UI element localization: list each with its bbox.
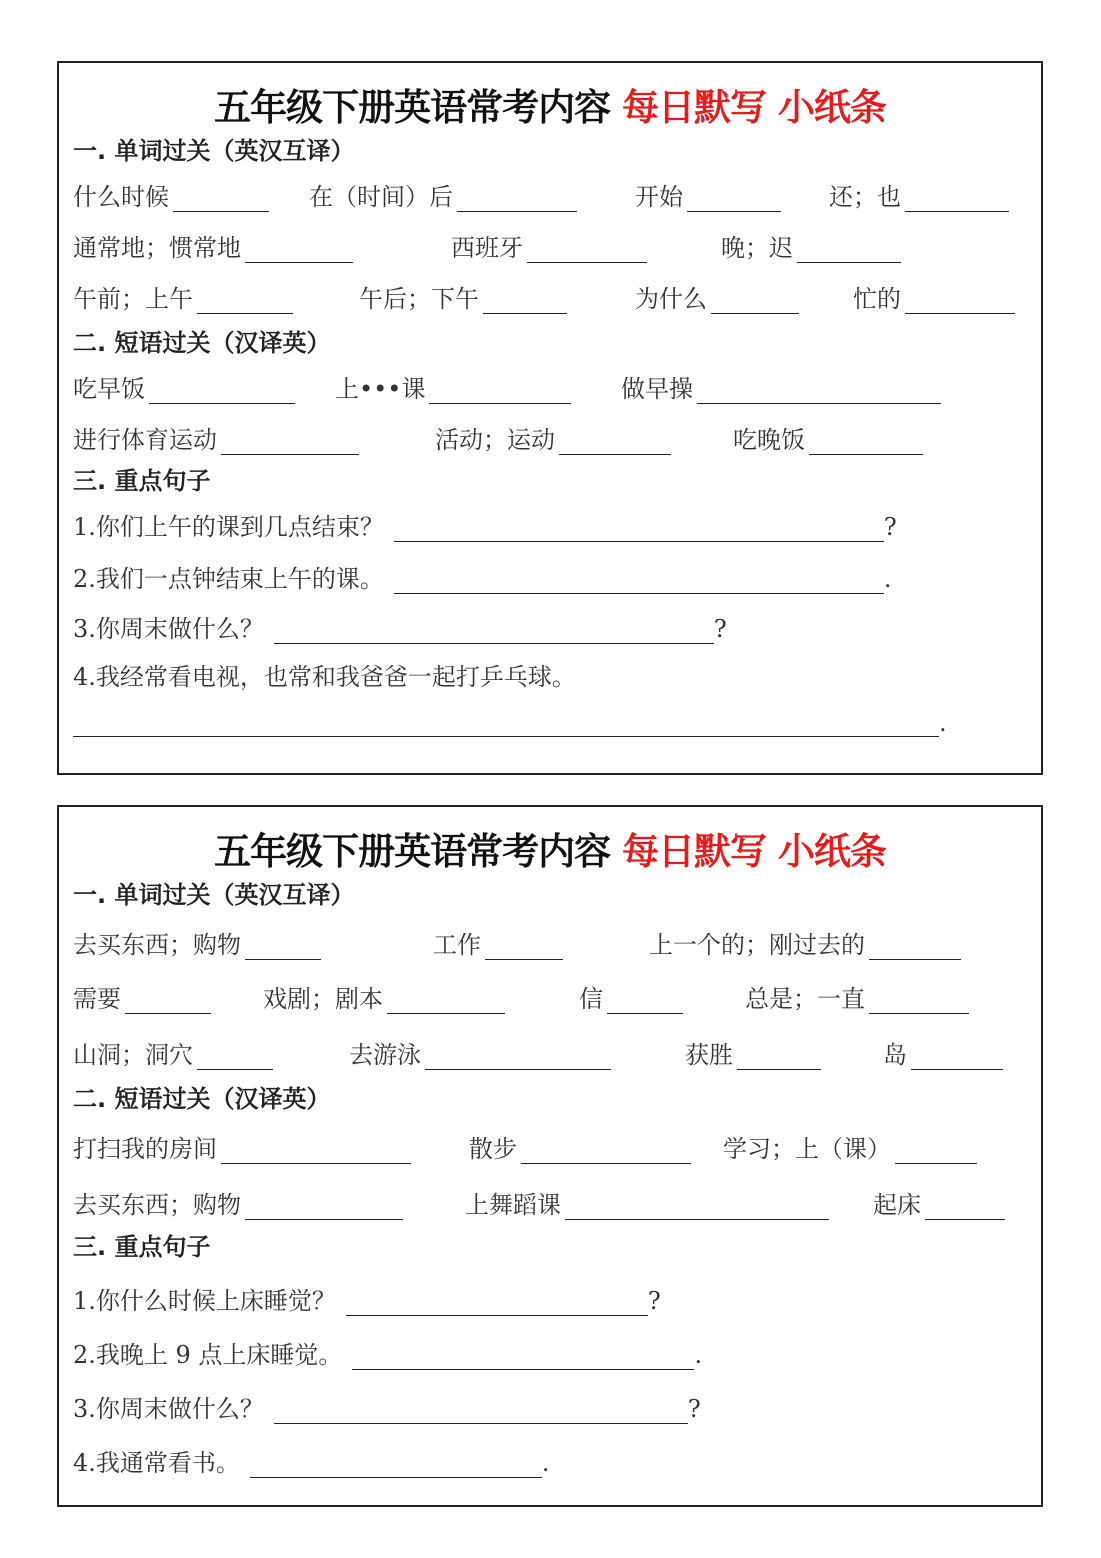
word-item (635, 177, 781, 212)
word-item (73, 925, 321, 960)
sentence-item (73, 507, 897, 542)
answer-blank[interactable] (687, 185, 781, 212)
word-item (263, 979, 505, 1014)
answer-blank[interactable] (905, 287, 1015, 314)
answer-blank[interactable] (697, 377, 941, 404)
word-item (451, 228, 647, 263)
answer-blank[interactable] (565, 1193, 829, 1220)
word-item (73, 1035, 273, 1070)
sentence-end-mark: . (939, 709, 947, 737)
word-item (309, 177, 577, 212)
sentence-answer-line (73, 709, 947, 737)
word-item (73, 177, 269, 212)
sentence-item (73, 1443, 550, 1478)
answer-blank[interactable] (221, 1137, 411, 1164)
section-heading-words: 一. 单词过关（英汉互译） (73, 137, 355, 165)
phrase-item (465, 1185, 829, 1220)
answer-blank[interactable] (925, 1193, 1005, 1220)
phrase-prompt: 吃早饭 (73, 375, 145, 403)
section-heading-sentences: 三. 重点句子 (73, 1233, 211, 1261)
word-item (359, 279, 567, 314)
answer-blank[interactable] (905, 185, 1009, 212)
answer-blank[interactable] (274, 617, 714, 644)
phrase-item (73, 420, 359, 455)
phrase-prompt: 活动；运动 (435, 426, 555, 454)
sentence-item (73, 559, 892, 594)
word-prompt: 工作 (433, 931, 481, 959)
phrase-item (469, 1129, 691, 1164)
answer-blank[interactable] (483, 287, 567, 314)
word-prompt: 忙的 (853, 285, 901, 313)
word-item (853, 279, 1015, 314)
answer-blank[interactable] (429, 377, 571, 404)
word-item (745, 979, 969, 1014)
phrase-prompt: 去买东西；购物 (73, 1191, 241, 1219)
word-prompt: 在（时间）后 (309, 183, 453, 211)
word-item (73, 279, 293, 314)
phrase-item (335, 369, 571, 404)
sentence-prompt: 2.我晚上 9 点上床睡觉。 (73, 1341, 343, 1369)
phrase-item (621, 369, 941, 404)
answer-blank[interactable] (245, 1193, 403, 1220)
phrase-prompt: 学习；上（课） (723, 1135, 891, 1163)
phrase-item (723, 1129, 977, 1164)
sentence-end-mark: ? (883, 513, 897, 541)
word-prompt: 信 (579, 985, 603, 1013)
answer-blank[interactable] (869, 987, 969, 1014)
word-prompt: 为什么 (635, 285, 707, 313)
card-title (59, 821, 1041, 875)
sentence-item (73, 1335, 702, 1370)
answer-blank[interactable] (221, 428, 359, 455)
title-main: 五年级下册英语常考内容 (214, 86, 611, 129)
word-item (73, 228, 353, 263)
word-prompt: 总是；一直 (745, 985, 865, 1013)
word-item (829, 177, 1009, 212)
answer-blank[interactable] (387, 987, 505, 1014)
answer-blank[interactable] (869, 933, 961, 960)
word-item (685, 1035, 821, 1070)
sentence-item (73, 1281, 661, 1316)
word-prompt: 午前；上午 (73, 285, 193, 313)
sentence-prompt: 4.我经常看电视，也常和我爸爸一起打乒乓球。 (73, 663, 576, 691)
answer-blank[interactable] (173, 185, 269, 212)
sentence-item (73, 1389, 701, 1424)
word-item (649, 925, 961, 960)
phrase-prompt: 上舞蹈课 (465, 1191, 561, 1219)
word-prompt: 午后；下午 (359, 285, 479, 313)
word-prompt: 上一个的；刚过去的 (649, 931, 865, 959)
answer-blank[interactable] (245, 933, 321, 960)
word-item (579, 979, 683, 1014)
word-prompt: 戏剧；剧本 (263, 985, 383, 1013)
phrase-prompt: 吃晚饭 (733, 426, 805, 454)
phrase-item (733, 420, 923, 455)
sentence-end-mark: ? (647, 1287, 661, 1315)
word-item (73, 979, 211, 1014)
word-item (721, 228, 901, 263)
title-main: 五年级下册英语常考内容 (214, 830, 611, 873)
dictation-card-1 (57, 61, 1043, 775)
sentence-prompt: 1.你什么时候上床睡觉？ (73, 1287, 336, 1315)
answer-blank[interactable] (809, 428, 923, 455)
phrase-item (873, 1185, 1005, 1220)
word-prompt: 开始 (635, 183, 683, 211)
sentence-item (73, 609, 727, 644)
phrase-item (73, 1185, 403, 1220)
phrase-prompt: 打扫我的房间 (73, 1135, 217, 1163)
answer-blank[interactable] (425, 1043, 611, 1070)
word-prompt: 岛 (883, 1041, 907, 1069)
dictation-card-2 (57, 805, 1043, 1507)
sentence-prompt: 3.你周末做什么？ (73, 1395, 264, 1423)
sentence-item (73, 657, 576, 692)
phrase-prompt: 上•••课 (335, 375, 426, 403)
answer-blank[interactable] (607, 987, 683, 1014)
answer-blank[interactable] (527, 236, 647, 263)
phrase-item (435, 420, 671, 455)
word-prompt: 去买东西；购物 (73, 931, 241, 959)
answer-blank[interactable] (521, 1137, 691, 1164)
answer-blank[interactable] (346, 1289, 648, 1316)
answer-blank[interactable] (197, 287, 293, 314)
word-prompt: 晚；迟 (721, 234, 793, 262)
answer-blank[interactable] (73, 710, 939, 737)
sentence-prompt: 3.你周末做什么？ (73, 615, 264, 643)
word-prompt: 山洞；洞穴 (73, 1041, 193, 1069)
sentence-end-mark: ? (687, 1395, 701, 1423)
phrase-item (73, 369, 295, 404)
phrase-prompt: 做早操 (621, 375, 693, 403)
sentence-prompt: 2.我们一点钟结束上午的课。 (73, 565, 384, 593)
sentence-end-mark: . (883, 565, 892, 593)
answer-blank[interactable] (125, 987, 211, 1014)
word-prompt: 需要 (73, 985, 121, 1013)
word-prompt: 什么时候 (73, 183, 169, 211)
phrase-prompt: 进行体育运动 (73, 426, 217, 454)
word-prompt: 去游泳 (349, 1041, 421, 1069)
word-prompt: 西班牙 (451, 234, 523, 262)
word-prompt: 还；也 (829, 183, 901, 211)
sentence-end-mark: . (541, 1449, 550, 1477)
section-heading-phrases: 二. 短语过关（汉译英） (73, 329, 331, 357)
word-item (883, 1035, 1003, 1070)
answer-blank[interactable] (711, 287, 799, 314)
word-item (433, 925, 563, 960)
answer-blank[interactable] (394, 567, 884, 594)
answer-blank[interactable] (245, 236, 353, 263)
answer-blank[interactable] (797, 236, 901, 263)
section-heading-sentences: 三. 重点句子 (73, 467, 211, 495)
sentence-end-mark: . (694, 1341, 703, 1369)
word-prompt: 通常地；惯常地 (73, 234, 241, 262)
answer-blank[interactable] (352, 1343, 694, 1370)
title-highlight: 每日默写 小纸条 (622, 86, 886, 129)
sentence-prompt: 4.我通常看书。 (73, 1449, 240, 1477)
answer-blank[interactable] (457, 185, 577, 212)
phrase-prompt: 起床 (873, 1191, 921, 1219)
sentence-prompt: 1.你们上午的课到几点结束？ (73, 513, 384, 541)
sentence-end-mark: ? (713, 615, 727, 643)
section-heading-phrases: 二. 短语过关（汉译英） (73, 1085, 331, 1113)
answer-blank[interactable] (197, 1043, 273, 1070)
answer-blank[interactable] (485, 933, 563, 960)
title-highlight: 每日默写 小纸条 (622, 830, 886, 873)
phrase-item (73, 1129, 411, 1164)
answer-blank[interactable] (394, 515, 884, 542)
word-item (349, 1035, 611, 1070)
answer-blank[interactable] (895, 1137, 977, 1164)
word-prompt: 获胜 (685, 1041, 733, 1069)
answer-blank[interactable] (559, 428, 671, 455)
card-title (59, 77, 1041, 131)
answer-blank[interactable] (274, 1397, 688, 1424)
answer-blank[interactable] (250, 1451, 542, 1478)
answer-blank[interactable] (149, 377, 295, 404)
phrase-prompt: 散步 (469, 1135, 517, 1163)
section-heading-words: 一. 单词过关（英汉互译） (73, 881, 355, 909)
word-item (635, 279, 799, 314)
answer-blank[interactable] (911, 1043, 1003, 1070)
answer-blank[interactable] (737, 1043, 821, 1070)
